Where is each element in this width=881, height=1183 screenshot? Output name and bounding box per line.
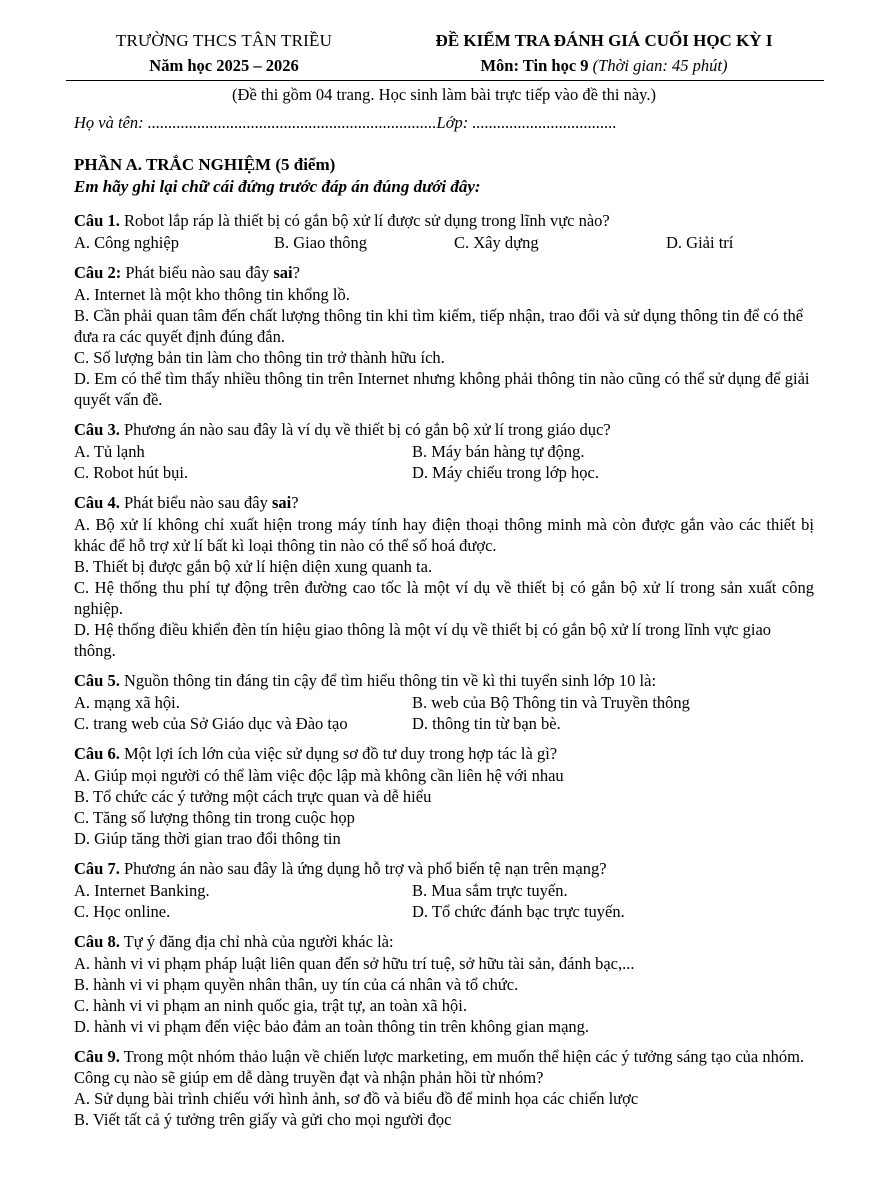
option-a: A. mạng xã hội. <box>74 693 180 712</box>
question-number: Câu 6. <box>74 744 120 763</box>
option-d: D. hành vi vi phạm đến việc bảo đảm an toàn thông tin trên không gian mạng. <box>74 1017 590 1036</box>
option-b: B. Viết tất cả ý tưởng trên giấy và gửi cho mọi người đọc <box>74 1110 452 1129</box>
answer-row <box>74 713 814 734</box>
question-number: Câu 8. <box>74 932 120 951</box>
school-block <box>74 28 374 78</box>
question-text: Phát biểu nào sau đây <box>121 263 274 282</box>
option-b: B. Giao thông <box>274 233 368 252</box>
question-emphasis: sai <box>273 263 293 282</box>
question-stem <box>74 492 814 514</box>
question-emphasis: sai <box>271 493 292 512</box>
question-5 <box>74 670 814 734</box>
option-c: C. trang web của Sở Giáo dục và Đào tạo <box>74 714 348 733</box>
answer-row <box>74 441 814 462</box>
option-c: C. hành vi vi phạm an ninh quốc gia, trật tự, an toàn xã hội. <box>74 996 467 1015</box>
question-stem <box>74 743 814 765</box>
exam-title: ĐỀ KIỂM TRA ĐÁNH GIÁ CUỐI HỌC KỲ I <box>435 31 773 50</box>
option-a: A. Internet là một kho thông tin khổng lồ. <box>74 285 350 304</box>
question-6 <box>74 743 814 849</box>
question-tail: ? <box>292 263 300 282</box>
option-a: A. Bộ xử lí không chỉ xuất hiện trong máy tính hay điện thoại thông minh mà còn được gắn vào các thiết bị khác để hỗ trợ xử lí bất kì loại thông tin nào có thể số hoá được. <box>74 515 814 555</box>
answer-row <box>74 692 814 713</box>
option-d: D. Hệ thống điều khiển đèn tín hiệu giao thông là một ví dụ về thiết bị có gắn bộ xử lí trong lĩnh vực giao thông. <box>74 620 772 660</box>
question-number: Câu 2: <box>74 263 122 282</box>
question-stem <box>74 1046 814 1088</box>
question-text: Trong một nhóm thảo luận về chiến lược marketing, em muốn thể hiện các ý tưởng sáng tạo của nhóm. Công cụ nào sẽ giúp em dễ dàng truyền đạt và nhận phản hồi từ nhóm? <box>74 1047 805 1087</box>
exam-note: (Đề thi gồm 04 trang. Học sinh làm bài trực tiếp vào đề thi này.) <box>232 85 656 104</box>
question-number: Câu 1. <box>74 211 120 230</box>
question-stem <box>74 670 814 692</box>
question-text: Một lợi ích lớn của việc sử dụng sơ đồ tư duy trong hợp tác là gì? <box>119 744 558 763</box>
question-number: Câu 7. <box>74 859 120 878</box>
option-c: C. Tăng số lượng thông tin trong cuộc họp <box>74 808 355 827</box>
option-b: B. hành vi vi phạm quyền nhân thân, uy tín của cá nhân và tổ chức. <box>74 975 519 994</box>
question-stem <box>74 419 814 441</box>
school-name: TRƯỜNG THCS TÂN TRIỀU <box>115 31 333 50</box>
option-d: D. Giúp tăng thời gian trao đổi thông tin <box>74 829 341 848</box>
question-number: Câu 5. <box>74 671 120 690</box>
answer-row <box>74 462 814 483</box>
question-number: Câu 3. <box>74 420 120 439</box>
section-a-instruction: Em hãy ghi lại chữ cái đứng trước đáp án đúng dưới đây: <box>74 177 481 196</box>
option-b: B. Mua sắm trực tuyến. <box>412 881 568 900</box>
school-year: Năm học 2025 – 2026 <box>149 56 299 75</box>
option-c: C. Học online. <box>74 902 171 921</box>
option-b: B. Tổ chức các ý tưởng một cách trực quan và dễ hiểu <box>74 787 432 806</box>
option-a: A. hành vi vi phạm pháp luật liên quan đến sở hữu trí tuệ, sở hữu tài sản, đánh bạc,... <box>74 954 635 973</box>
question-9 <box>74 1046 814 1130</box>
question-stem <box>74 210 814 232</box>
question-text: Phát biểu nào sau đây <box>119 493 272 512</box>
question-4 <box>74 492 814 661</box>
option-a: A. Công nghiệp <box>74 233 179 252</box>
answer-row <box>74 880 814 901</box>
option-c: C. Hệ thống thu phí tự động trên đường cao tốc là một ví dụ về thiết bị có gắn bộ xử lí trong sản xuất công nghiệp. <box>74 578 814 618</box>
option-c: C. Robot hút bụi. <box>74 463 189 482</box>
option-a: A. Sử dụng bài trình chiếu với hình ảnh, sơ đồ và biểu đồ để minh họa các chiến lược <box>74 1089 639 1108</box>
header-divider <box>66 80 824 81</box>
question-stem <box>74 858 814 880</box>
question-text: Phương án nào sau đây là ví dụ về thiết bị có gắn bộ xử lí trong giáo dục? <box>119 420 611 439</box>
question-2 <box>74 262 814 410</box>
answer-row <box>74 232 814 253</box>
question-text: Nguồn thông tin đáng tin cậy để tìm hiểu thông tin về kì thi tuyển sinh lớp 10 là: <box>119 671 657 690</box>
question-7 <box>74 858 814 922</box>
subject-label: Môn: Tin học 9 <box>480 56 589 75</box>
option-a: A. Tủ lạnh <box>74 442 145 461</box>
option-d: D. Tổ chức đánh bạc trực tuyến. <box>412 902 625 921</box>
option-d: D. thông tin từ bạn bè. <box>412 714 561 733</box>
option-b: B. Thiết bị được gắn bộ xử lí hiện diện xung quanh ta. <box>74 557 433 576</box>
question-8 <box>74 931 814 1037</box>
subject-line <box>394 53 814 78</box>
question-number: Câu 9. <box>74 1047 120 1066</box>
option-b: B. web của Bộ Thông tin và Truyền thông <box>412 693 690 712</box>
option-b: B. Máy bán hàng tự động. <box>412 442 585 461</box>
question-number: Câu 4. <box>74 493 120 512</box>
option-d: D. Em có thể tìm thấy nhiều thông tin trên Internet nhưng không phải thông tin nào cũng có thể sử dụng để giải quyết vấn đề. <box>74 369 810 409</box>
question-3 <box>74 419 814 483</box>
exam-header <box>74 28 814 78</box>
question-text: Tự ý đăng địa chỉ nhà của người khác là: <box>119 932 394 951</box>
question-stem <box>74 931 814 953</box>
question-tail: ? <box>291 493 299 512</box>
answer-row <box>74 901 814 922</box>
option-d: D. Máy chiếu trong lớp học. <box>412 463 599 482</box>
exam-page <box>74 28 814 1130</box>
question-1 <box>74 210 814 253</box>
section-a-title: PHẦN A. TRẮC NGHIỆM (5 điểm) <box>74 155 336 174</box>
option-d: D. Giải trí <box>666 233 734 252</box>
exam-duration: (Thời gian: 45 phút) <box>592 56 728 75</box>
question-stem <box>74 262 814 284</box>
option-a: A. Giúp mọi người có thể làm việc độc lập mà không cần liên hệ với nhau <box>74 766 564 785</box>
option-a: A. Internet Banking. <box>74 881 210 900</box>
student-name-class-line: Họ và tên: ......................................................................Lớp: ................................... <box>74 113 617 132</box>
exam-info-block <box>394 28 814 78</box>
option-c: C. Số lượng bản tin làm cho thông tin trở thành hữu ích. <box>74 348 445 367</box>
question-text: Robot lắp ráp là thiết bị có gắn bộ xử lí được sử dụng trong lĩnh vực nào? <box>119 211 610 230</box>
option-b: B. Cần phải quan tâm đến chất lượng thông tin khi tìm kiếm, tiếp nhận, trao đổi và sử dụng thông tin để có thể đưa ra các quyết định đúng đắn. <box>74 306 804 346</box>
question-text: Phương án nào sau đây là ứng dụng hỗ trợ và phổ biến tệ nạn trên mạng? <box>119 859 607 878</box>
option-c: C. Xây dựng <box>454 233 539 252</box>
